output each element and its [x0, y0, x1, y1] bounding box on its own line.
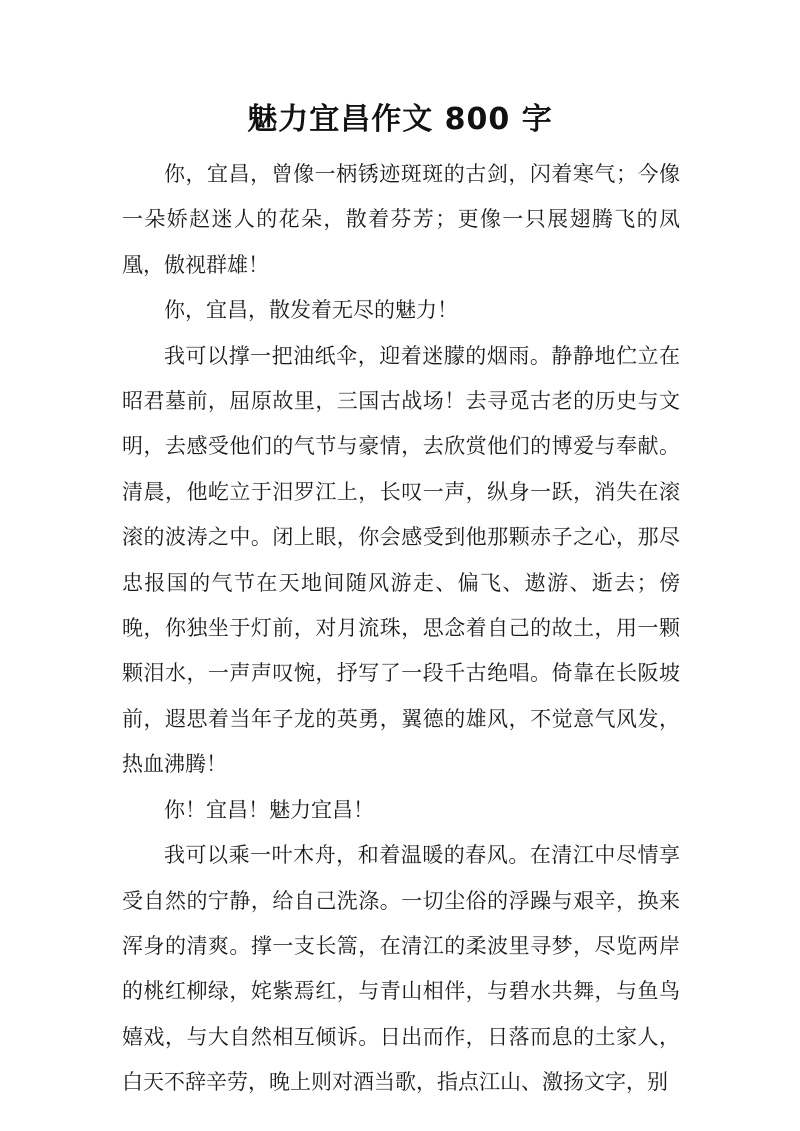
document-body	[122, 152, 680, 1106]
paragraph-2: 你，宜昌，散发着无尽的魅力！	[164, 298, 458, 323]
document-title: 魅力宜昌作文 800 字	[247, 102, 553, 137]
paragraph-1: 你，宜昌，曾像一柄锈迹斑斑的古剑，闪着寒气；今像一朵娇赵迷人的花朵，散着芬芳；更像一只展翅腾飞的凤凰，傲视群雄！	[122, 162, 680, 277]
paragraph-3: 我可以撑一把油纸伞，迎着迷朦的烟雨。静静地伫立在昭君墓前，屈原故里，三国古战场！去寻觅古老的历史与文明，去感受他们的气节与豪情，去欣赏他们的博爱与奉献。清晨，他屹立于汨罗江上，长叹一声，纵身一跃，消失在滚滚的波涛之中。闭上眼，你会感受到他那颗赤子之心，那尽忠报国的气节在天地间随风游走、偏飞、遨游、逝去；傍晚，你独坐于灯前，对月流珠，思念着自己的故土，用一颗颗泪水，一声声叹惋，抒写了一段千古绝唱。倚靠在长阪坡前，遐思着当年子龙的英勇，翼德的雄风，不觉意气风发，热血沸腾！	[122, 343, 680, 777]
paragraph-5: 我可以乘一叶木舟，和着温暖的春风。在清江中尽情享受自然的宁静，给自己洗涤。一切尘俗的浮躁与艰辛，换来浑身的清爽。撑一支长篙，在清江的柔波里寻梦，尽览两岸的桃红柳绿，姹紫焉红，与青山相伴，与碧水共舞，与鱼鸟嬉戏，与大自然相互倾诉。日出而作，日落而息的土家人，白天不辞辛劳，晚上则对酒当歌，指点江山、激扬文字，别	[122, 843, 680, 1095]
paragraph-4: 你！宜昌！魅力宜昌！	[164, 797, 374, 822]
